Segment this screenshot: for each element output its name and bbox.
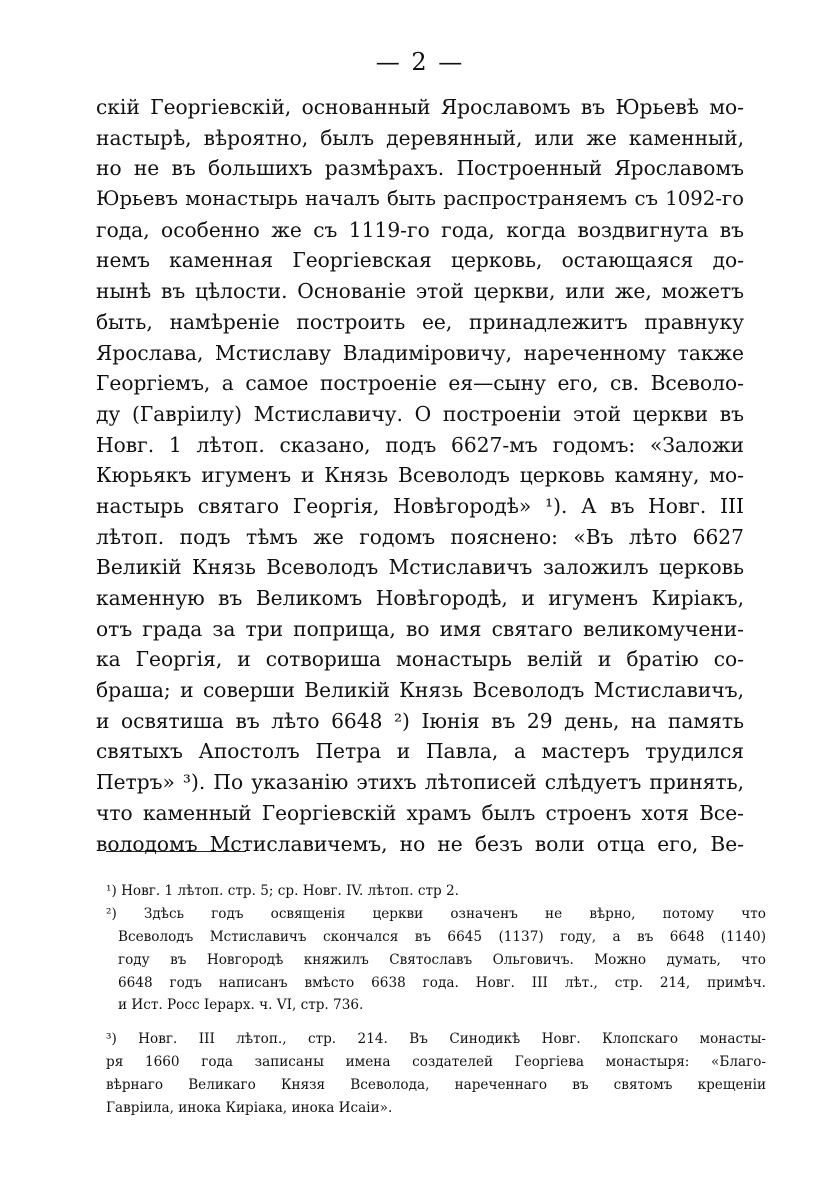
footnote-2 xyxy=(106,903,766,1017)
footnote-line: Всеволодъ Мстиславичъ скончался въ 6645 (1137) году, а въ 6648 (1140) xyxy=(118,928,766,945)
body-line: и освятиша въ лѣто 6648 ²) Іюнія въ 29 день, на память xyxy=(96,708,744,733)
footnote-line: ря 1660 года записаны имена создателей Георгіева монастыря: «Благо- xyxy=(106,1054,766,1071)
footnote-line: ¹) Новг. 1 лѣтоп. стр. 5; ср. Новг. IV. лѣтоп. стр 2. xyxy=(106,883,459,899)
body-line: Кюрьякъ игуменъ и Князь Всеволодъ церковь камяну, мо- xyxy=(96,463,744,488)
body-line: скій Георгіевскій, основанный Ярославомъ въ Юрьевѣ мо- xyxy=(96,95,744,119)
page-number: — 2 — xyxy=(375,48,465,76)
body-line: отъ града за три поприща, во имя святаго великомучени- xyxy=(96,616,744,641)
main-text xyxy=(96,92,744,859)
body-line: Юрьевъ монастырь началъ быть распространяемъ съ 1092-го xyxy=(96,187,744,211)
body-line: Великій Князь Всеволодъ Мстиславичъ заложилъ церковь xyxy=(96,555,744,580)
body-line: быть, намѣреніе построить ее, принадлежитъ правнуку xyxy=(96,309,744,334)
body-line: ду (Гавріилу) Мстиславичу. О построеніи этой церкви въ xyxy=(96,401,744,426)
body-line: Ярослава, Мстиславу Владиміровичу, нареченному также xyxy=(96,340,744,365)
footnote-line: Гавріила, инока Киріака, инока Исаіи». xyxy=(106,1100,393,1117)
footnote-line: году въ Новгородѣ княжилъ Святославъ Ольговичъ. Можно думать, что xyxy=(118,951,766,968)
footnote-line: 6648 годъ написанъ вмѣсто 6638 года. Новг. III лѣт., стр. 214, примѣч. xyxy=(118,974,766,991)
footnote-divider xyxy=(106,851,246,852)
body-line: Петръ» ³). По указанію этихъ лѣтописей слѣдуетъ принять, xyxy=(96,770,744,795)
body-line: настырь святаго Георгія, Новѣгородѣ» ¹). А въ Новг. III xyxy=(96,493,744,518)
body-line: нынѣ въ цѣлости. Основаніе этой церкви, или же, можетъ xyxy=(96,279,744,304)
footnote-1 xyxy=(106,880,766,903)
body-line: но не въ большихъ размѣрахъ. Построенный Ярославомъ xyxy=(96,156,744,181)
footnote-line: вѣрнаго Великаго Князя Всеволода, нареченнаго въ святомъ крещеніи xyxy=(106,1077,766,1094)
body-line: каменную въ Великомъ Новѣгородѣ, и игуменъ Киріакъ, xyxy=(96,586,744,610)
footnote-spacer xyxy=(106,1017,766,1028)
body-line: святыхъ Апостолъ Петра и Павла, а мастеръ трудился xyxy=(96,739,744,764)
body-line: немъ каменная Георгіевская церковь, остающаяся до- xyxy=(96,248,744,273)
body-line: Новг. 1 лѣтоп. сказано, подъ 6627-мъ годомъ: «Заложи xyxy=(96,432,744,457)
body-line: настырѣ, вѣроятно, былъ деревянный, или же каменный, xyxy=(96,125,744,150)
body-line: браша; и соверши Великій Князь Всеволодъ Мстиславичъ, xyxy=(96,678,744,703)
body-line: лѣтоп. подъ тѣмъ же годомъ пояснено: «Въ лѣто 6627 xyxy=(96,524,744,549)
footnote-line: ²) Здѣсь годъ освященія церкви означенъ не вѣрно, потому что xyxy=(106,905,766,922)
footnote-line: ³) Новг. III лѣтоп., стр. 214. Въ Синодикѣ Новг. Клопскаго монасты- xyxy=(106,1031,766,1048)
body-line: володомъ Мстиславичемъ, но не безъ воли отца его, Ве- xyxy=(96,831,744,856)
footnote-3 xyxy=(106,1028,766,1120)
body-line: ка Георгія, и сотвориша монастырь велій и братію со- xyxy=(96,647,744,672)
body-line: что каменный Георгіевскій храмъ былъ строенъ хотя Все- xyxy=(96,800,744,825)
footnotes xyxy=(106,880,766,1120)
body-line: Георгіемъ, а самое построеніе ея—сыну его, св. Всеволо- xyxy=(96,371,744,396)
body-line: года, особенно же съ 1119-го года, когда воздвигнута въ xyxy=(96,217,744,242)
footnote-line: и Ист. Росс Іерарх. ч. VI, стр. 736. xyxy=(118,997,364,1014)
